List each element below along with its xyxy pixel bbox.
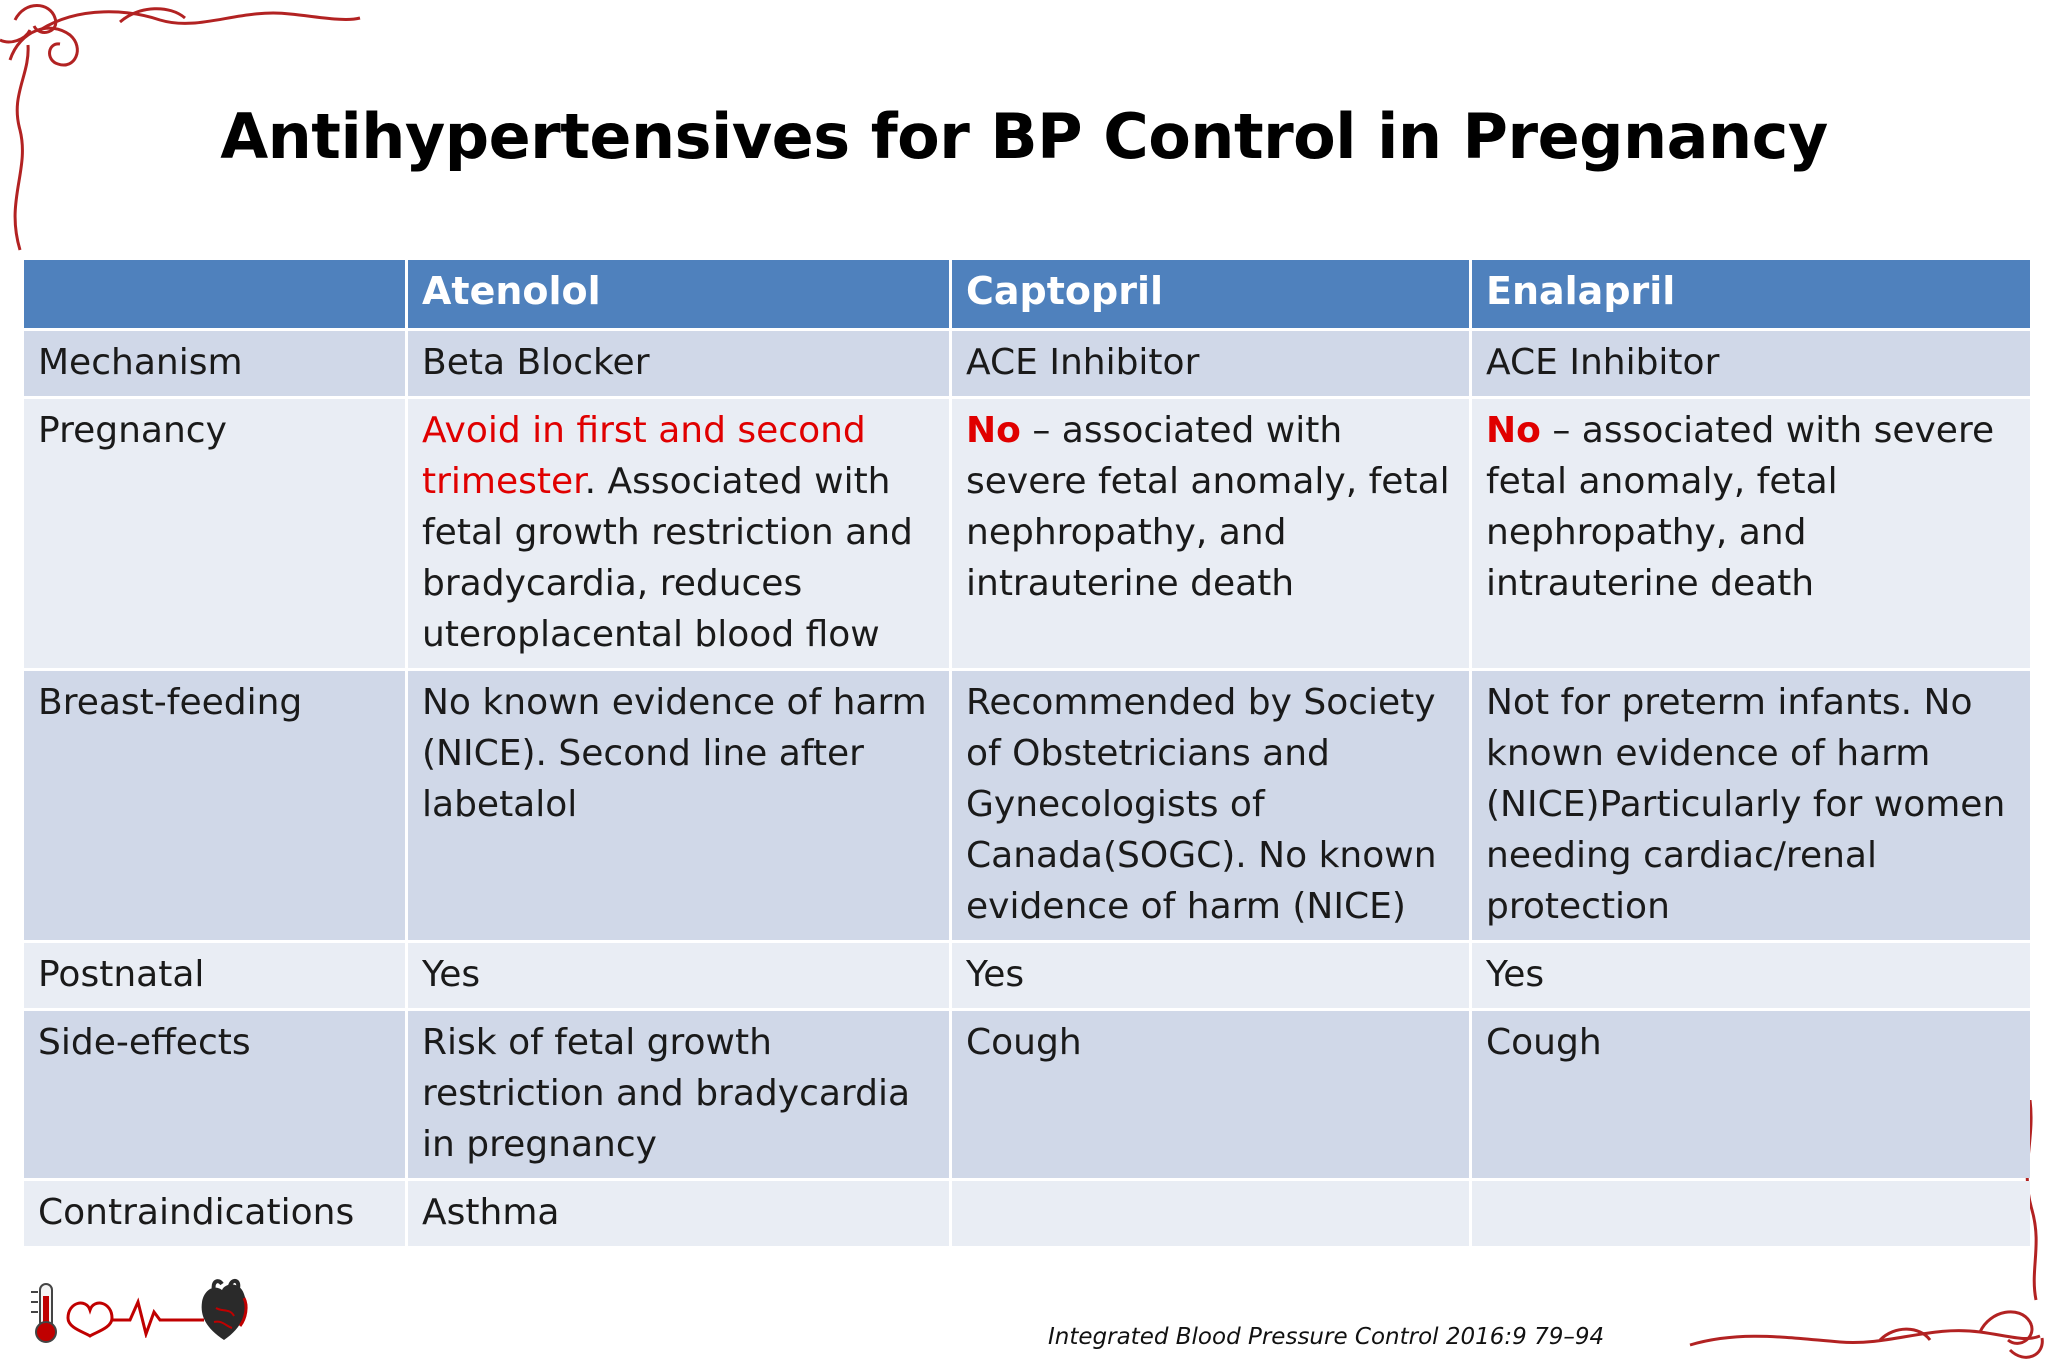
heart-icon	[196, 1278, 252, 1344]
table-row-breastfeeding	[24, 671, 2030, 940]
captopril-cell	[952, 399, 1469, 668]
enalapril-cell: ACE Inhibitor	[1472, 331, 2030, 396]
atenolol-cell: Risk of fetal growth restriction and bradycardia in pregnancy	[408, 1011, 949, 1178]
enalapril-cell	[1472, 1181, 2030, 1246]
no-warning: No	[1486, 410, 1541, 451]
no-warning: No	[966, 410, 1021, 451]
captopril-cell: ACE Inhibitor	[952, 331, 1469, 396]
row-label: Contraindications	[24, 1181, 405, 1246]
citation: Integrated Blood Pressure Control 2016:9 79–94	[1048, 1324, 1605, 1350]
table-header-row	[24, 260, 2030, 328]
captopril-cell: Yes	[952, 943, 1469, 1008]
row-label: Postnatal	[24, 943, 405, 1008]
cell-text: – associated with severe fetal anomaly, fetal nephropathy, and intrauterine death	[966, 410, 1450, 604]
atenolol-cell: No known evidence of harm (NICE). Second line after labetalol	[408, 671, 949, 940]
thermometer-icon	[28, 1282, 64, 1344]
captopril-cell: Cough	[952, 1011, 1469, 1178]
header-enalapril: Enalapril	[1472, 260, 2030, 328]
row-label: Pregnancy	[24, 399, 405, 668]
atenolol-cell: Asthma	[408, 1181, 949, 1246]
atenolol-cell: Beta Blocker	[408, 331, 949, 396]
cell-text: . Associated with fetal growth restriction and bradycardia, reduces uteroplacental blood flow	[422, 461, 913, 655]
drug-comparison-table	[21, 257, 2033, 1249]
enalapril-cell: Not for preterm infants. No known evidence of harm (NICE)Particularly for women needing cardiac/renal protection	[1472, 671, 2030, 940]
header-atenolol: Atenolol	[408, 260, 949, 328]
header-captopril: Captopril	[952, 260, 1469, 328]
slide-title: Antihypertensives for BP Control in Pregnancy	[220, 100, 1828, 173]
enalapril-cell: Yes	[1472, 943, 2030, 1008]
enalapril-cell	[1472, 399, 2030, 668]
table-row-pregnancy	[24, 399, 2030, 668]
captopril-cell	[952, 1181, 1469, 1246]
atenolol-cell: Yes	[408, 943, 949, 1008]
header-empty-cell	[24, 260, 405, 328]
enalapril-cell: Cough	[1472, 1011, 2030, 1178]
table-row-mechanism	[24, 331, 2030, 396]
captopril-cell: Recommended by Society of Obstetricians and Gynecologists of Canada(SOGC). No known evidence of harm (NICE)	[952, 671, 1469, 940]
cell-text: – associated with severe fetal anomaly, fetal nephropathy, and intrauterine death	[1486, 410, 1995, 604]
heartbeat-icon	[66, 1288, 206, 1338]
table-row-side-effects	[24, 1011, 2030, 1178]
table-row-contraindications	[24, 1181, 2030, 1246]
atenolol-cell	[408, 399, 949, 668]
row-label: Breast-feeding	[24, 671, 405, 940]
row-label: Mechanism	[24, 331, 405, 396]
avoid-warning: Avoid in first and second trimester	[422, 410, 866, 502]
row-label: Side-effects	[24, 1011, 405, 1178]
table-row-postnatal	[24, 943, 2030, 1008]
